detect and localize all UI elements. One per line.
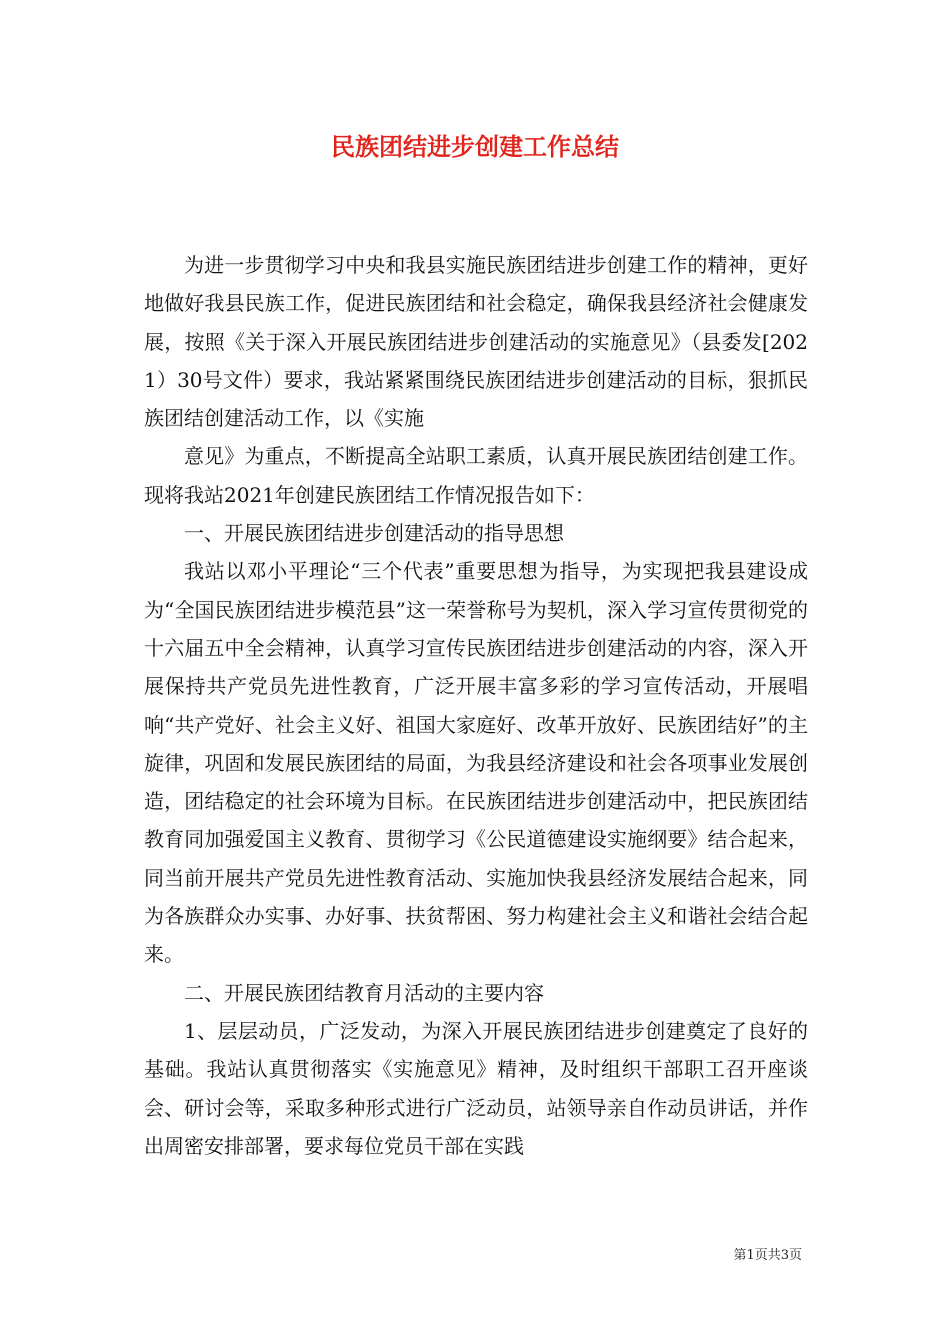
section-2-item-1-paragraph: 1、层层动员，广泛发动，为深入开展民族团结进步创建奠定了良好的基础。我站认真贯彻落实《实施意见》精神，及时组织干部职工召开座谈会、研讨会等，采取多种形式进行广泛动员，站领导亲自作动员讲话，并作出周密安排部署，要求每位党员干部在实践: [144, 1018, 808, 1158]
intro-paragraph: 为进一步贯彻学习中央和我县实施民族团结进步创建工作的精神，更好地做好我县民族工作，促进民族团结和社会稳定，确保我县经济社会健康发展，按照《关于深入开展民族团结进步创建活动的实施意见》（县委发[2021）30号文件）要求，我站紧紧围绕民族团结进步创建活动的目标，狠抓民族团结创建活动工作，以《实施: [144, 253, 808, 431]
document-title: 民族团结进步创建工作总结: [331, 133, 619, 161]
page-number: 第1页共3页: [733, 1248, 802, 1263]
section-heading-1: 一、开展民族团结进步创建活动的指导思想: [184, 521, 564, 546]
document-body: [144, 246, 808, 1165]
intro-continuation-paragraph: 意见》为重点，不断提高全站职工素质，认真开展民族团结创建工作。现将我站2021年创建民族团结工作情况报告如下：: [144, 444, 808, 507]
section-1-paragraph: 我站以邓小平理论“三个代表”重要思想为指导，为实现把我县建设成为“全国民族团结进步模范县”这一荣誉称号为契机，深入学习宣传贯彻党的十六届五中全会精神，认真学习宣传民族团结进步创建活动的内容，深入开展保持共产党员先进性教育，广泛开展丰富多彩的学习宣传活动，开展唱响“共产党好、社会主义好、祖国大家庭好、改革开放好、民族团结好”的主旋律，巩固和发展民族团结的局面，为我县经济建设和社会各项事业发展创造，团结稳定的社会环境为目标。在民族团结进步创建活动中，把民族团结教育同加强爱国主义教育、贯彻学习《公民道德建设实施纲要》结合起来，同当前开展共产党员先进性教育活动、实施加快我县经济发展结合起来，同为各族群众办实事、办好事、扶贫帮困、努力构建社会主义和谐社会结合起来。: [144, 559, 808, 967]
section-heading-2: 二、开展民族团结教育月活动的主要内容: [184, 980, 544, 1005]
